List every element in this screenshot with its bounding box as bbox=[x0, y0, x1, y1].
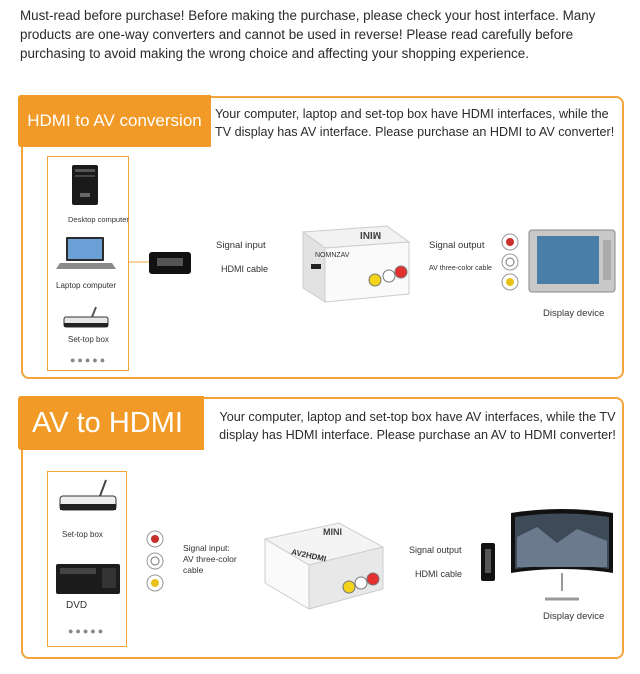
set-top-box-label: Set-top box bbox=[62, 530, 103, 539]
laptop-icon bbox=[56, 235, 116, 273]
source-devices-box bbox=[47, 471, 127, 647]
source-devices-box bbox=[47, 156, 129, 371]
section-tag: HDMI to AV conversion bbox=[18, 95, 211, 147]
signal-input-label: Signal input bbox=[216, 240, 266, 251]
laptop-label: Laptop computer bbox=[56, 281, 117, 290]
hdmi-cable-label: HDMI cable bbox=[415, 569, 463, 579]
device-logo: MINI bbox=[323, 527, 342, 537]
section-description: Your computer, laptop and set-top box have AV interfaces, while the TV display has HDMI interface. Please purchase an AV to HDMI converter! bbox=[219, 410, 616, 442]
desktop-computer-icon bbox=[68, 163, 102, 207]
signal-output-label: Signal output bbox=[409, 545, 462, 555]
carousel-dots[interactable]: ●●●●● bbox=[70, 355, 108, 365]
crt-tv-icon bbox=[527, 228, 617, 296]
section-tag: AV to HDMI bbox=[18, 396, 204, 450]
display-device-label: Display device bbox=[543, 308, 605, 319]
desktop-label: Desktop computer bbox=[68, 215, 129, 224]
curved-monitor-icon bbox=[507, 507, 617, 607]
rca-plugs-icon bbox=[499, 232, 521, 292]
display-device-label: Display device bbox=[543, 611, 605, 622]
av-cable-label: AV three-color cable bbox=[429, 265, 492, 272]
hdmi-plug-icon bbox=[147, 248, 197, 278]
hdmi-plug-icon bbox=[479, 541, 497, 583]
set-top-box-icon bbox=[56, 478, 120, 518]
section-description: Your computer, laptop and set-top box have HDMI interfaces, while the TV display has AV interface. Please purchase an HDMI to AV converter! bbox=[215, 107, 615, 139]
converter-box-icon bbox=[289, 218, 411, 306]
intro-text: Must-read before purchase! Before making the purchase, please check your host interface. Many products are one-way converters and cannot be used in reverse! Please read carefully before purchasing to avoid making the wrong choice and affecting your shopping experience. bbox=[20, 8, 596, 61]
av-to-hdmi-panel bbox=[21, 397, 624, 659]
set-top-box-label: Set-top box bbox=[68, 335, 109, 344]
device-logo: MINI bbox=[360, 229, 382, 240]
hdmi-cable-label: HDMI cable bbox=[221, 264, 269, 274]
signal-output-label: Signal output bbox=[429, 240, 485, 251]
signal-input-label: Signal input: AV three-color cable bbox=[183, 543, 237, 575]
device-model: AV2HDMI bbox=[290, 547, 327, 564]
set-top-box-icon bbox=[62, 305, 112, 333]
carousel-dots[interactable]: ●●●●● bbox=[68, 626, 106, 636]
device-model: NOMNZAV bbox=[315, 252, 350, 259]
rca-plugs-icon bbox=[143, 529, 167, 595]
dvd-label: DVD bbox=[66, 600, 88, 611]
dvd-player-icon bbox=[54, 556, 124, 600]
hdmi-to-av-panel bbox=[21, 96, 624, 379]
